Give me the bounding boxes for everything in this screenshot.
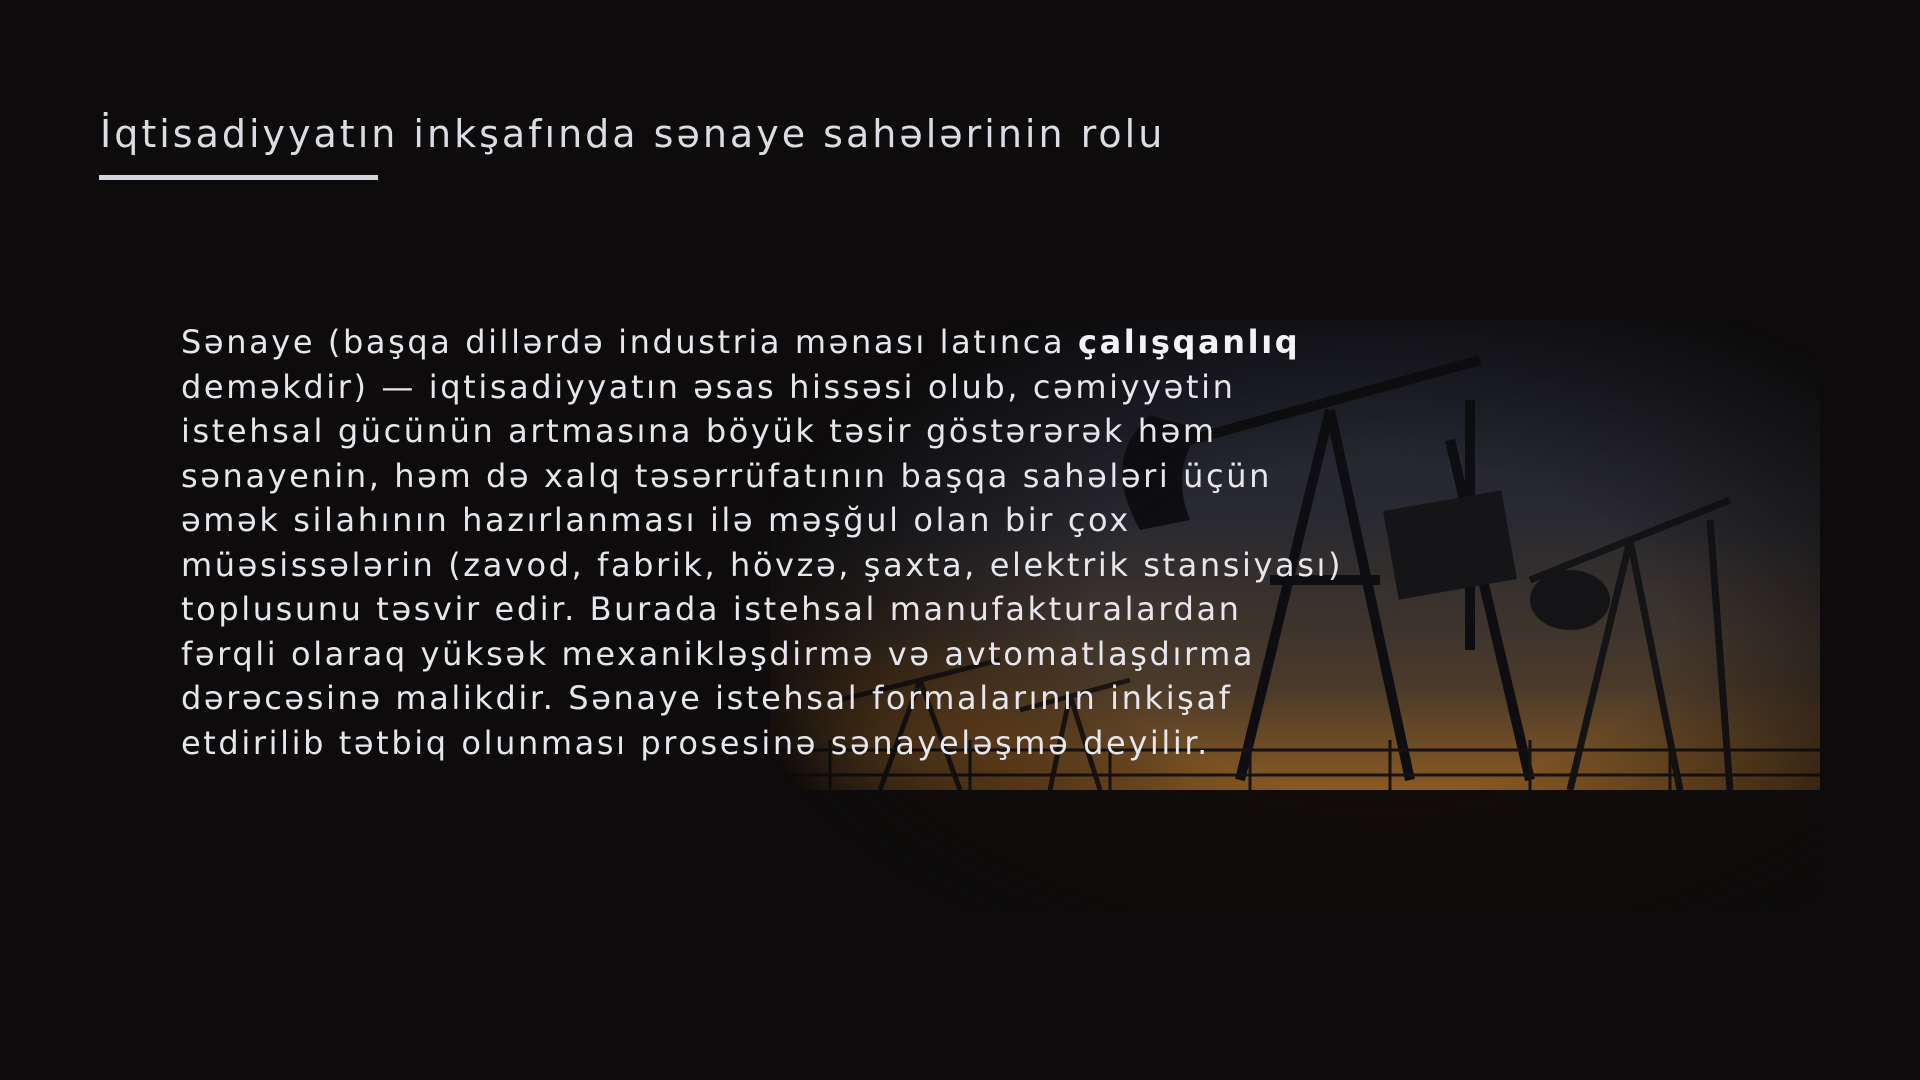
slide-body-text xyxy=(181,320,1381,765)
body-line: fərqli olaraq yüksək mexanikləşdirmə və avtomatlaşdırma xyxy=(181,634,1256,673)
body-line: etdirilib tətbiq olunması prosesinə sənayeləşmə deyilir. xyxy=(181,723,1210,762)
body-line: toplusunu təsvir edir. Burada istehsal manufakturalardan xyxy=(181,590,1242,628)
body-line-1 xyxy=(181,320,1381,365)
slide-title: İqtisadiyyatın inkşafında sənaye sahələrinin rolu xyxy=(100,112,1166,156)
body-line: deməkdir) — iqtisadiyyatın əsas hissəsi olub, cəmiyyətin xyxy=(181,367,1236,406)
body-line: istehsal gücünün artmasına böyük təsir göstərərək həm xyxy=(181,412,1217,450)
body-line: sənayenin, həm də xalq təsərrüfatının başqa sahələri üçün xyxy=(181,456,1273,495)
body-line: müəsissələrin (zavod, fabrik, hövzə, şaxta, elektrik stansiyası) xyxy=(181,545,1344,584)
body-bold-word: çalışqanlıq xyxy=(1078,323,1301,361)
body-line: dərəcəsinə malikdir. Sənaye istehsal formalarının inkişaf xyxy=(181,679,1233,717)
title-underline xyxy=(99,175,378,180)
body-line: əmək silahının hazırlanması ilə məşğul olan bir çox xyxy=(181,501,1131,539)
body-line-1-text: Sənaye (başqa dillərdə industria mənası latınca xyxy=(181,323,1078,361)
